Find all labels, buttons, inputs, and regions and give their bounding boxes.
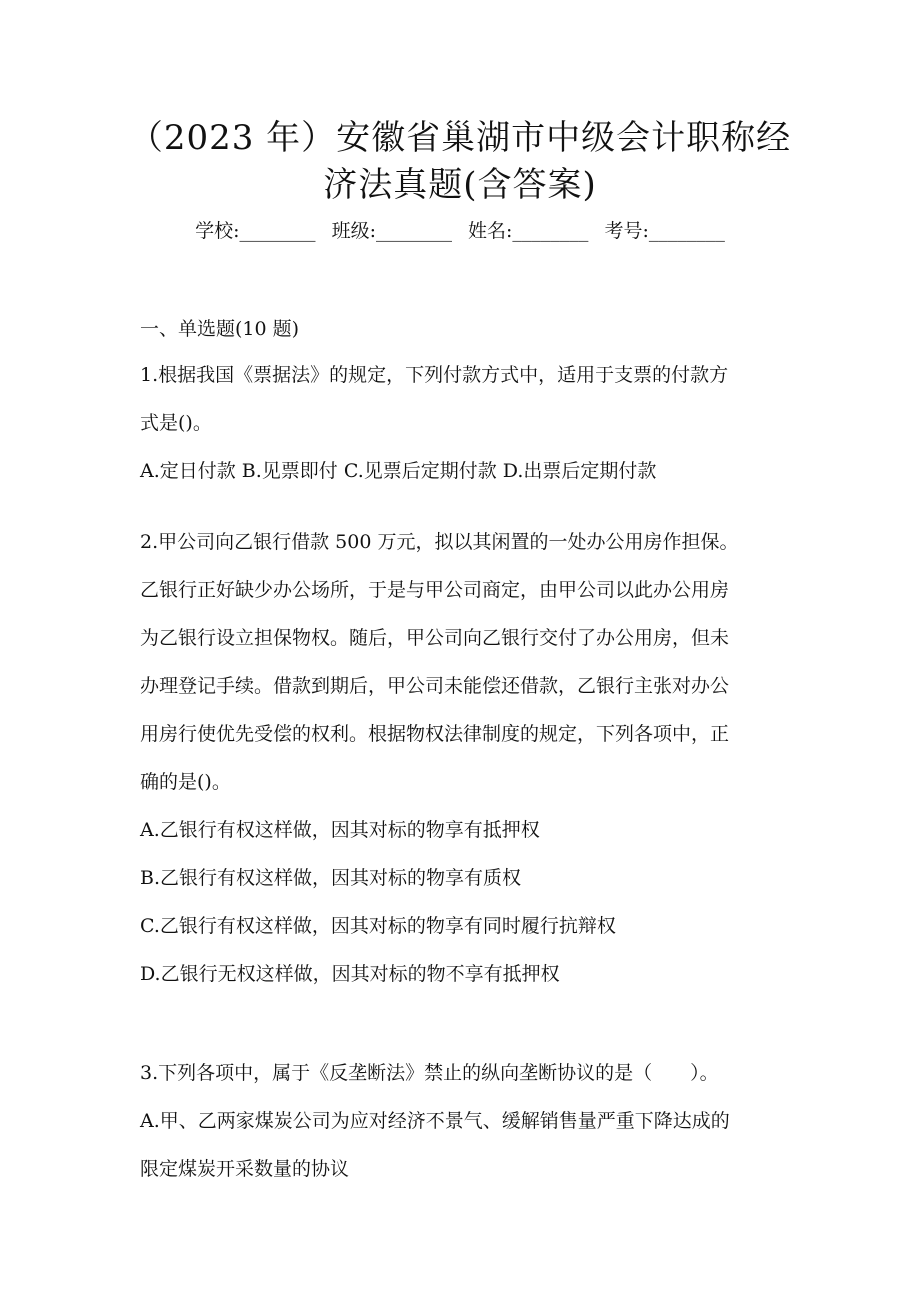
name-field-blank: ________ bbox=[512, 220, 589, 242]
section-heading: 一、单选题(10 题) bbox=[140, 318, 300, 340]
question-2-stem-line-1: 2.甲公司向乙银行借款 500 万元，拟以其闲置的一处办公用房作担保。 bbox=[140, 531, 739, 553]
name-field-label: 姓名: bbox=[468, 220, 513, 242]
document-title-line-1: （2023 年）安徽省巢湖市中级会计职称经 bbox=[128, 118, 792, 158]
student-info-fields bbox=[60, 218, 860, 244]
question-2-stem-line-5: 用房行使优先受偿的权利。根据物权法律制度的规定，下列各项中，正 bbox=[140, 723, 730, 745]
question-1-options: A.定日付款 B.见票即付 C.见票后定期付款 D.出票后定期付款 bbox=[140, 460, 657, 482]
class-field-label: 班级: bbox=[331, 220, 376, 242]
exam-number-field-label: 考号: bbox=[604, 220, 649, 242]
question-2-stem-line-3: 为乙银行设立担保物权。随后，甲公司向乙银行交付了办公用房，但未 bbox=[140, 627, 730, 649]
question-2-option-d: D.乙银行无权这样做，因其对标的物不享有抵押权 bbox=[140, 963, 560, 985]
class-field bbox=[332, 218, 452, 244]
question-1-stem-line-2: 式是()。 bbox=[140, 412, 212, 434]
question-2-stem-line-4: 办理登记手续。借款到期后，甲公司未能偿还借款，乙银行主张对办公 bbox=[140, 675, 730, 697]
question-2-option-c: C.乙银行有权这样做，因其对标的物享有同时履行抗辩权 bbox=[140, 915, 616, 937]
exam-number-field-blank: ________ bbox=[648, 220, 725, 242]
question-2-option-b: B.乙银行有权这样做，因其对标的物享有质权 bbox=[140, 867, 522, 889]
school-field bbox=[195, 218, 315, 244]
exam-number-field bbox=[604, 218, 724, 244]
question-3-option-a-line-1: A.甲、乙两家煤炭公司为应对经济不景气、缓解销售量严重下降达成的 bbox=[140, 1110, 730, 1132]
question-2-stem-line-2: 乙银行正好缺少办公场所，于是与甲公司商定，由甲公司以此办公用房 bbox=[140, 579, 730, 601]
school-field-blank: ________ bbox=[239, 220, 316, 242]
question-1-stem-line-1: 1.根据我国《票据法》的规定，下列付款方式中，适用于支票的付款方 bbox=[140, 364, 729, 386]
school-field-label: 学校: bbox=[195, 220, 240, 242]
class-field-blank: ________ bbox=[375, 220, 452, 242]
question-2-stem-line-6: 确的是()。 bbox=[140, 771, 231, 793]
question-2-option-a: A.乙银行有权这样做，因其对标的物享有抵押权 bbox=[140, 819, 540, 841]
document-title-line-2: 济法真题(含答案) bbox=[323, 165, 597, 205]
question-3-option-a-line-2: 限定煤炭开采数量的协议 bbox=[140, 1158, 350, 1180]
question-3-stem-line-1: 3.下列各项中，属于《反垄断法》禁止的纵向垄断协议的是（ ）。 bbox=[140, 1062, 719, 1084]
name-field bbox=[468, 218, 588, 244]
